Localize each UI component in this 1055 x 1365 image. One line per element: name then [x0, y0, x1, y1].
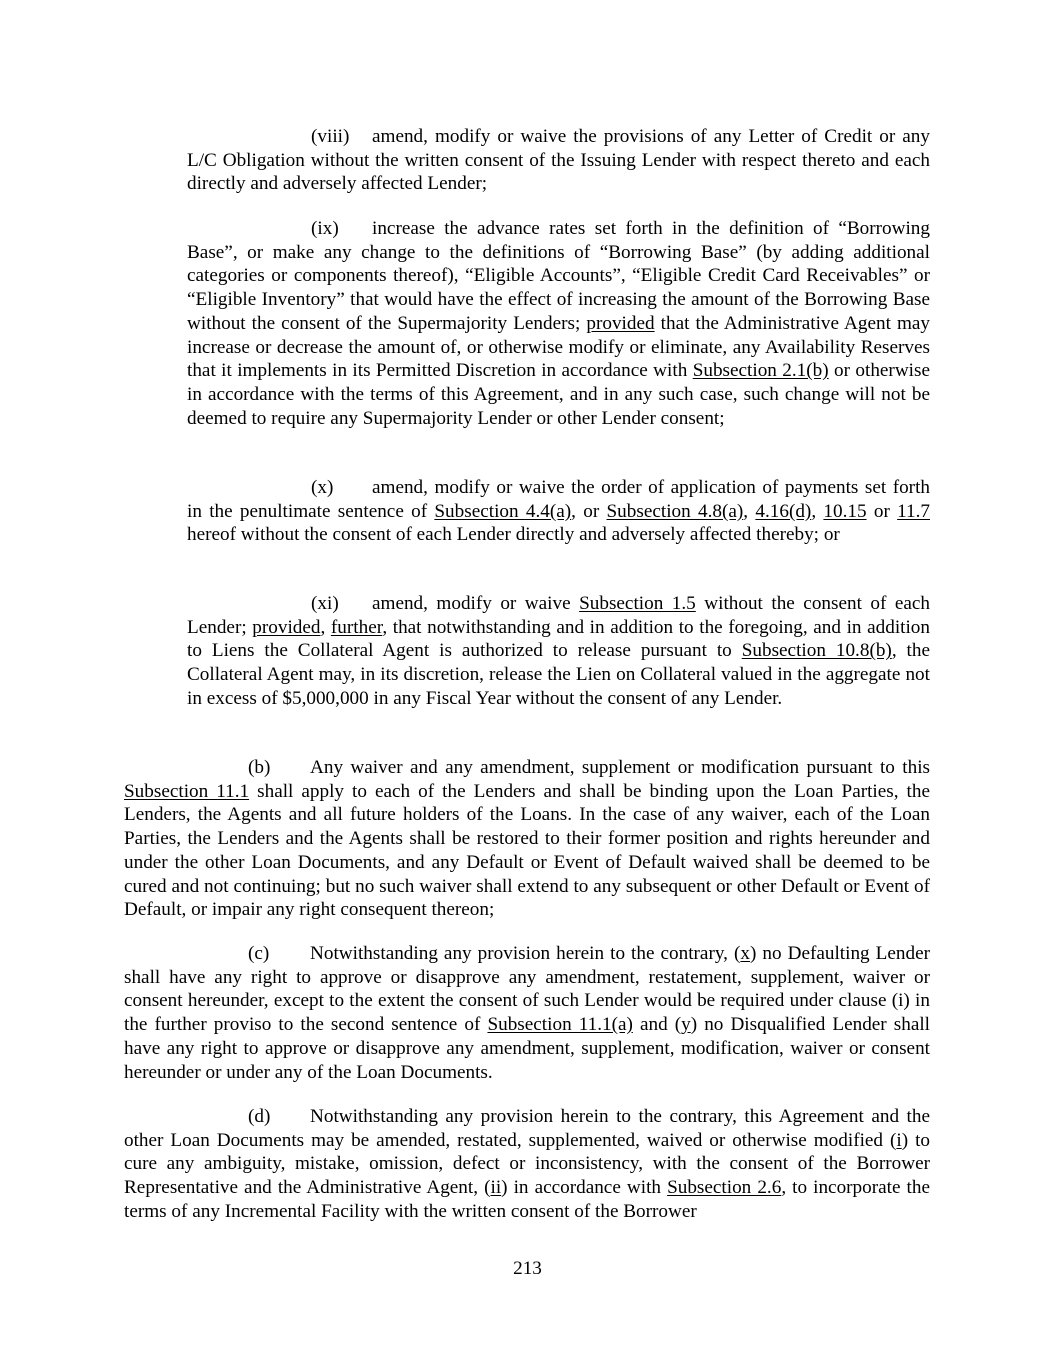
section-d — [124, 1105, 930, 1224]
clause-text: , — [743, 500, 756, 522]
clause-text: amend, modify or waive — [372, 593, 580, 614]
section-text: Notwithstanding any provision herein to the contrary, this Agreement and the other Loan Documents may be amended, restated, supplemented, waived or otherwise modified ( — [124, 1106, 930, 1151]
clause-marker: i — [896, 1129, 902, 1151]
section-text: Notwithstanding any provision herein to the contrary, ( — [310, 943, 741, 964]
clause-marker: x — [740, 943, 750, 964]
clause-label: (x) — [311, 477, 334, 498]
page-number: 213 — [513, 1258, 542, 1279]
cross-reference: 4.16(d) — [755, 500, 812, 522]
clause-marker: y — [681, 1014, 691, 1036]
cross-reference: Subsection 2.6 — [667, 1177, 782, 1199]
clause-text: amend, modify or waive the provisions of any Letter of Credit or any L/C Obligation without the written consent of the Issuing Lender with respect thereto and each directly and adversely affected Lender; — [187, 126, 930, 195]
clause-text: , — [320, 616, 331, 638]
clause-text: , the Collateral Agent may, in its discretion, release the Lien on Collateral valued in the aggregate not in excess of $5,000,000 in any Fiscal Year without the consent of any Lender. — [187, 640, 930, 709]
cross-reference: Subsection 4.4(a) — [434, 500, 572, 522]
cross-reference: Subsection 10.8(b) — [741, 640, 892, 662]
clause-x — [187, 476, 930, 547]
clause-viii — [187, 125, 930, 196]
section-b — [124, 756, 930, 922]
section-text: Any waiver and any amendment, supplement or modification pursuant to this — [310, 757, 930, 778]
section-text: and ( — [632, 1014, 682, 1036]
cross-reference: Subsection 11.1(a) — [487, 1014, 633, 1036]
section-text: , to incorporate the terms of any Incremental Facility with the written consent of the Borrower — [124, 1177, 930, 1222]
clause-text: hereof without the consent of each Lender directly and adversely affected thereby; or — [187, 524, 840, 546]
section-label: (d) — [248, 1106, 271, 1127]
clause-text: or — [866, 500, 898, 522]
section-c — [124, 942, 930, 1084]
cross-reference: Subsection 1.5 — [579, 593, 696, 614]
provided-term: provided — [252, 616, 321, 638]
section-text: ) no Defaulting Lender shall have any right to approve or disapprove any amendment, restatement, supplement, waiver or consent hereunder, except to the extent the consent of such Lender would be required under clause (i) in the further proviso to the second sentence of — [124, 943, 930, 1036]
clause-text: without the consent of each Lender; — [187, 593, 930, 638]
clause-text: , — [811, 500, 824, 522]
section-label: (c) — [248, 943, 270, 964]
clause-ix — [187, 217, 930, 430]
clause-text: that the Administrative Agent may increase or decrease the amount of, or otherwise modify or eliminate, any Availability Reserves that it implements in its Permitted Discretion in accordance with — [187, 312, 930, 382]
section-text: ) in accordance with — [501, 1177, 668, 1199]
clause-xi — [187, 592, 930, 711]
clause-text: , that notwithstanding and in addition to the foregoing, and in addition to Liens the Collateral Agent is authorized to release pursuant to — [187, 616, 930, 662]
clause-text: or otherwise in accordance with the terms of this Agreement, and in any such case, such change will not be deemed to require any Supermajority Lender or other Lender consent; — [187, 360, 930, 429]
clause-marker: ii — [490, 1177, 502, 1199]
clause-label: (xi) — [311, 593, 339, 614]
cross-reference: Subsection 11.1 — [124, 780, 250, 802]
cross-reference: Subsection 4.8(a) — [606, 500, 744, 522]
section-text: ) to cure any ambiguity, mistake, omission, defect or inconsistency, with the consent of the Borrower Representative and the Administrative Agent, ( — [124, 1129, 930, 1199]
section-label: (b) — [248, 757, 271, 778]
cross-reference: 10.15 — [823, 500, 867, 522]
clause-label: (viii) — [311, 126, 350, 147]
section-text: shall apply to each of the Lenders and shall be binding upon the Loan Parties, the Lenders, the Agents and all future holders of the Loans. In the case of any waiver, each of the Loan Parties, the Lenders and the Agents shall be restored to their former position and rights hereunder and under the other Loan Documents, and any Default or Event of Default waived shall be deemed to be cured and not continuing; but no such waiver shall extend to any subsequent or other Default or Event of Default, or impair any right consequent thereon; — [124, 780, 931, 921]
cross-reference: 11.7 — [897, 500, 930, 522]
clause-text: , or — [571, 500, 607, 522]
further-term: further — [330, 616, 383, 638]
section-text: ) no Disqualified Lender shall have any right to approve or disapprove any amendment, supplement, modification, waiver or consent hereunder or under any of the Loan Documents. — [124, 1014, 931, 1083]
clause-label: (ix) — [311, 218, 339, 239]
clause-text: amend, modify or waive the order of application of payments set forth in the penultimate sentence of — [187, 477, 930, 522]
provided-term: provided — [586, 312, 655, 334]
cross-reference: Subsection 2.1(b) — [692, 360, 829, 382]
clause-text: increase the advance rates set forth in the definition of “Borrowing Base”, or make any change to the definitions of “Borrowing Base” (by adding additional categories or components thereof), “Eligible Accounts”, “Eligible Credit Card Receivables” or “Eligible Inventory” that would have the effect of increasing the amount of the Borrowing Base without the consent of the Supermajority Lenders; — [187, 218, 930, 334]
